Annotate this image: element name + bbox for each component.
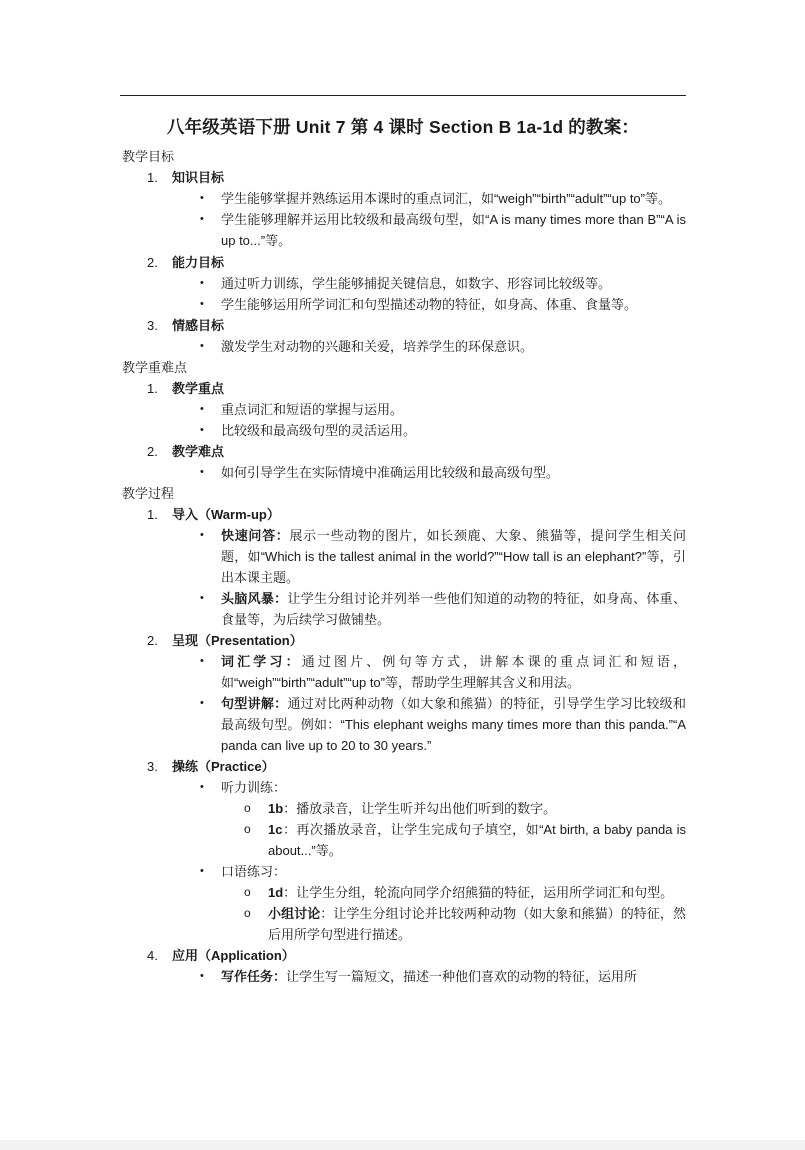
bullet-icon: • xyxy=(200,865,204,877)
bullet-icon: • xyxy=(200,655,204,667)
list-number: 1. xyxy=(147,381,158,396)
item-text: 通过听力训练，学生能够捕捉关键信息，如数字、形容词比较级等。 xyxy=(221,276,612,291)
bullet-icon: • xyxy=(200,424,204,436)
list-item xyxy=(122,294,686,315)
item-text: 学生能够运用所学词汇和句型描述动物的特征，如身高、体重、食量等。 xyxy=(221,297,638,312)
section-heading-objectives: 教学目标 xyxy=(122,149,175,164)
item-lead: 句型讲解： xyxy=(221,696,288,711)
circle-bullet-icon: o xyxy=(244,801,251,815)
subheading-practice xyxy=(122,756,686,777)
list-item xyxy=(122,651,686,693)
item-text: ：再次播放录音，让学生完成句子填空，如“At birth, a baby panda is about...”等。 xyxy=(268,822,686,858)
page-title: 八年级英语下册 Unit 7 第 4 课时 Section B 1a-1d 的教案： xyxy=(166,117,640,137)
item-text: 让学生分组讨论并列举一些他们知道的动物的特征，如身高、体重、食量等，为后续学习做铺垫。 xyxy=(221,591,686,627)
item-text: 通过对比两种动物（如大象和熊猫）的特征，引导学生学习比较级和最高级句型。例如：“This elephant weighs many times more than this panda.”“A panda can live up to 20 to 30 years.” xyxy=(221,696,686,753)
lesson-plan-body xyxy=(122,146,686,987)
item-lead: 头脑风暴： xyxy=(221,591,288,606)
subheading-label: 能力目标 xyxy=(172,255,225,270)
item-text: 展示一些动物的图片，如长颈鹿、大象、熊猫等，提问学生相关问题，如“Which is the tallest animal in the world?”“How tall is an elephant?”等，引出本课主题。 xyxy=(221,528,686,585)
subheading-ability xyxy=(122,252,686,273)
item-text: 让学生写一篇短文，描述一种他们喜欢的动物的特征，运用所 xyxy=(286,969,638,984)
item-text: 通过图片、例句等方式，讲解本课的重点词汇和短语，如“weigh”“birth”“adult”“up to”等，帮助学生理解其含义和用法。 xyxy=(221,654,686,690)
item-text: 比较级和最高级句型的灵活运用。 xyxy=(221,423,417,438)
list-item xyxy=(122,525,686,588)
list-item xyxy=(122,966,686,987)
sub-list-item xyxy=(122,903,686,945)
bullet-icon: • xyxy=(200,277,204,289)
bullet-icon: • xyxy=(200,403,204,415)
list-item xyxy=(122,693,686,756)
item-lead: 1d xyxy=(268,885,284,900)
bullet-icon: • xyxy=(200,213,204,225)
list-item xyxy=(122,336,686,357)
bullet-icon: • xyxy=(200,340,204,352)
bullet-icon: • xyxy=(200,781,204,793)
subheading-label: 呈现（Presentation） xyxy=(172,633,303,648)
sub-list-item xyxy=(122,798,686,819)
subheading-emotion xyxy=(122,315,686,336)
list-number: 2. xyxy=(147,444,158,459)
bullet-icon: • xyxy=(200,970,204,982)
list-item xyxy=(122,861,686,882)
subheading-label: 情感目标 xyxy=(172,318,225,333)
item-lead: 1c xyxy=(268,822,283,837)
list-number: 3. xyxy=(147,759,158,774)
section-heading-process: 教学过程 xyxy=(122,486,175,501)
subheading-label: 教学难点 xyxy=(172,444,225,459)
list-item xyxy=(122,209,686,251)
list-number: 4. xyxy=(147,948,158,963)
item-text: 激发学生对动物的兴趣和关爱，培养学生的环保意识。 xyxy=(221,339,534,354)
item-text: 如何引导学生在实际情境中准确运用比较级和最高级句型。 xyxy=(221,465,560,480)
bullet-icon: • xyxy=(200,298,204,310)
bullet-icon: • xyxy=(200,592,204,604)
item-lead: 写作任务： xyxy=(221,969,287,984)
list-number: 2. xyxy=(147,255,158,270)
circle-bullet-icon: o xyxy=(244,906,251,920)
list-item xyxy=(122,273,686,294)
subheading-label: 操练（Practice） xyxy=(172,759,275,774)
subheading-label: 教学重点 xyxy=(172,381,225,396)
list-item xyxy=(122,420,686,441)
subheading-warmup xyxy=(122,504,686,525)
list-number: 2. xyxy=(147,633,158,648)
bullet-icon: • xyxy=(200,192,204,204)
sub-list-item xyxy=(122,882,686,903)
bullet-icon: • xyxy=(200,466,204,478)
subheading-label: 应用（Application） xyxy=(172,948,295,963)
bullet-icon: • xyxy=(200,697,204,709)
bullet-icon: • xyxy=(200,529,204,541)
item-text: ：让学生分组，轮流向同学介绍熊猫的特征，运用所学词汇和句型。 xyxy=(283,885,674,900)
list-number: 1. xyxy=(147,507,158,522)
list-number: 1. xyxy=(147,170,158,185)
subheading-label: 知识目标 xyxy=(172,170,225,185)
subheading-application xyxy=(122,945,686,966)
item-text: ：让学生分组讨论并比较两种动物（如大象和熊猫）的特征，然后用所学句型进行描述。 xyxy=(268,906,686,942)
subheading-label: 导入（Warm-up） xyxy=(172,507,280,522)
item-lead: 词汇学习： xyxy=(221,654,302,669)
list-item xyxy=(122,462,686,483)
item-lead: 快速问答： xyxy=(221,528,290,543)
list-item xyxy=(122,588,686,630)
subheading-focus xyxy=(122,378,686,399)
subheading-difficulty xyxy=(122,441,686,462)
list-item xyxy=(122,399,686,420)
item-text: 重点词汇和短语的掌握与运用。 xyxy=(221,402,404,417)
list-item xyxy=(122,188,686,209)
circle-bullet-icon: o xyxy=(244,885,251,899)
subheading-presentation xyxy=(122,630,686,651)
list-number: 3. xyxy=(147,318,158,333)
section-heading-keypoints: 教学重难点 xyxy=(122,360,188,375)
item-lead: 1b xyxy=(268,801,284,816)
item-text: ：播放录音，让学生听并勾出他们听到的数字。 xyxy=(283,801,557,816)
item-text: 学生能够掌握并熟练运用本课时的重点词汇，如“weigh”“birth”“adult”“up to”等。 xyxy=(221,191,671,206)
item-text: 听力训练： xyxy=(221,780,287,795)
list-item xyxy=(122,777,686,798)
subheading-knowledge xyxy=(122,167,686,188)
sub-list-item xyxy=(122,819,686,861)
header-rule xyxy=(120,95,686,96)
item-text: 学生能够理解并运用比较级和最高级句型，如“A is many times more than B”“A is up to...”等。 xyxy=(221,212,686,248)
item-lead: 小组讨论 xyxy=(268,906,321,921)
circle-bullet-icon: o xyxy=(244,822,251,836)
item-text: 口语练习： xyxy=(221,864,287,879)
